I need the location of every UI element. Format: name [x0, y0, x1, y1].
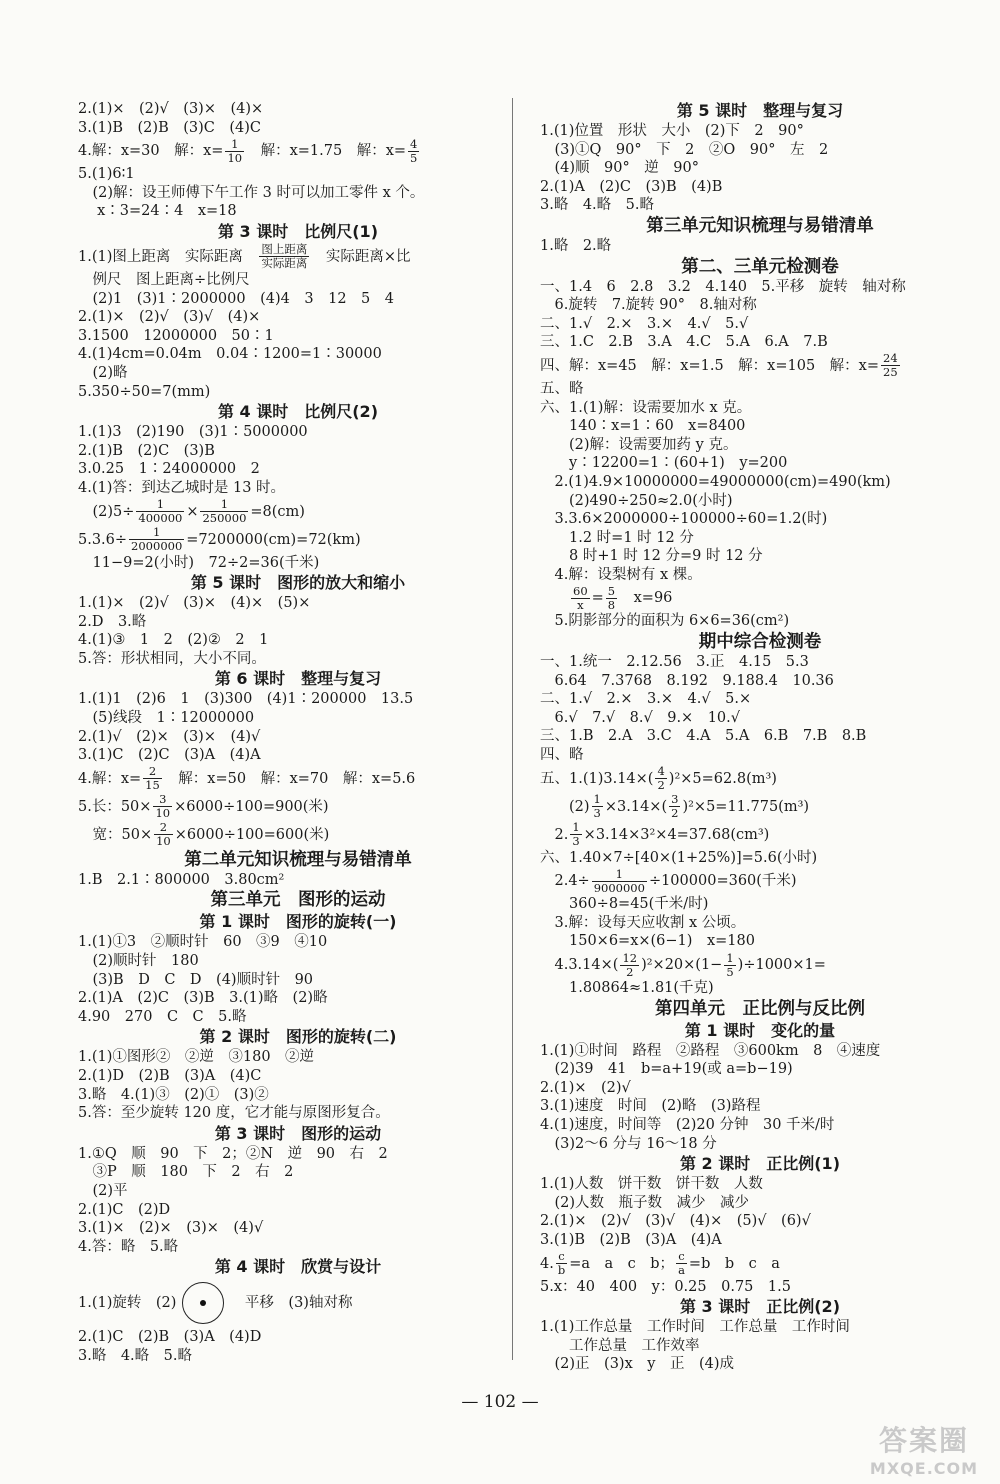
answer-line: 1.B 2.1∶800000 3.80cm² — [78, 871, 285, 888]
fraction-denominator: 10 — [227, 150, 243, 165]
left-column — [78, 100, 518, 1366]
answer-line: 1.80864≈1.81(千克) — [540, 980, 714, 996]
answer-line: 三、1.C 2.B 3.A 4.C 5.A 6.A 7.B — [540, 334, 828, 351]
text-run: 4.解：x=30 解：x= — [78, 143, 224, 160]
fraction-numerator: 2 — [154, 821, 173, 835]
fraction-numerator: 1 — [726, 950, 734, 965]
fraction-numerator: 24 — [883, 351, 898, 366]
text-run: ×6000÷100=900(米) — [174, 798, 329, 815]
answer-line: 1.(1)①时间 路程 ②路程 ③600km 8 ④速度 — [540, 1042, 881, 1059]
text-run: 2.4÷ — [540, 873, 590, 890]
page-footer: — 102 — — [461, 1392, 539, 1412]
fraction-denominator: 5 — [726, 964, 734, 979]
fraction-denominator: 10 — [156, 834, 171, 849]
answer-line: 5.350÷50=7(mm) — [78, 383, 211, 400]
answer-line: 3.0.25 1∶24000000 2 — [78, 461, 260, 478]
section-heading: 第三单元知识梳理与易错清单 — [646, 215, 874, 236]
watermark-logo — [860, 1419, 988, 1478]
answer-line: 4.(1)③ 1 2 (2)② 2 1 — [78, 632, 269, 649]
section-heading: 第 4 课时 比例尺(2) — [217, 402, 379, 422]
fraction — [881, 352, 900, 379]
fraction — [669, 793, 680, 820]
answer-line: 四、略 — [540, 747, 584, 764]
answer-line: x∶3=24∶4 x=18 — [78, 203, 237, 220]
text-run: 实际距离×比 — [311, 248, 411, 265]
section-heading: 第 2 课时 正比例(1) — [679, 1154, 841, 1174]
text-run: 4.3.14×( — [540, 957, 619, 973]
answer-line — [540, 352, 980, 380]
answer-line: 工作总量 工作效率 — [540, 1337, 700, 1354]
answer-line: (2)平 — [78, 1182, 128, 1199]
text-run: 五、1.(1)3.14×( — [540, 770, 654, 787]
fraction — [225, 138, 244, 165]
answer-line: 2.(1)C (2)D — [78, 1201, 171, 1218]
text-run: × — [186, 503, 199, 520]
fraction — [592, 793, 603, 820]
fraction-denominator: 2 — [626, 964, 634, 979]
page-number: 102 — [483, 1392, 517, 1412]
answer-line: (2)1 (3)1∶2000000 (4)4 3 12 5 4 — [78, 290, 394, 307]
section-heading: 第三单元 图形的运动 — [210, 890, 386, 911]
answer-line: 6.64 7.3768 8.192 9.188.4 10.36 — [540, 672, 834, 689]
fraction-numerator: 1 — [592, 868, 647, 882]
text-run: ×3.14×3²×4=37.68(cm³) — [583, 826, 770, 843]
answer-line: 五、略 — [540, 380, 584, 397]
fraction-denominator: 3 — [593, 806, 601, 821]
fraction-denominator: x — [577, 597, 584, 612]
text-run: ×6000÷100=600(米) — [174, 826, 330, 843]
fraction — [724, 952, 735, 979]
fraction-denominator: 2000000 — [131, 539, 183, 553]
answer-line: (5)线段 1∶12000000 — [78, 710, 255, 727]
text-run — [540, 590, 569, 606]
answer-line: 2.(1)D (2)B (3)A (4)C — [78, 1068, 262, 1084]
answer-line: 5.答：形状相同，大小不同。 — [78, 650, 266, 667]
text-run: (2)5÷ — [78, 503, 135, 520]
answer-line: 2.(1)A (2)C (3)B (4)B — [540, 178, 723, 195]
answer-line: y∶12200=1∶(60+1) y=200 — [540, 455, 788, 472]
section-heading: 第 5 课时 整理与复习 — [676, 101, 844, 120]
fraction-denominator: 25 — [883, 365, 898, 380]
answer-line: 3.解：设每天应收割 x 公顷。 — [540, 914, 746, 931]
answer-line: 六、1.40×7÷[40×(1+25%)]=5.6(小时) — [540, 849, 818, 866]
fraction-denominator: 250000 — [202, 511, 247, 525]
answer-line — [540, 765, 980, 793]
answer-line: 一、1.统一 2.12.56 3.正 4.15 5.3 — [540, 654, 809, 671]
fraction-denominator: 2 — [671, 806, 679, 821]
section-heading: 第 6 课时 整理与复习 — [214, 669, 382, 689]
fraction-numerator: 2 — [143, 765, 162, 779]
fraction — [570, 821, 581, 848]
text-run: ×3.14×( — [604, 798, 668, 815]
answer-line — [78, 498, 518, 526]
watermark-title: 答案圈 — [878, 1424, 969, 1457]
fraction — [129, 526, 184, 553]
fraction-denominator: 8 — [607, 597, 616, 612]
answer-line — [78, 526, 518, 554]
text-run: x=96 — [619, 590, 673, 607]
answer-line: 3.略 4.(1)③ (2)① (3)② — [78, 1086, 269, 1103]
answer-line: 1.(1)3 (2)190 (3)1∶5000000 — [78, 424, 308, 441]
text-run: 平移 (3)轴对称 — [230, 1295, 353, 1312]
answer-line: 11−9=2(小时) 72÷2=36(千米) — [78, 554, 320, 571]
answer-line: (2)39 41 b=a+19(或 a=b−19) — [540, 1061, 793, 1078]
answer-line: (3)①Q 90° 下 2 ②O 90° 左 2 — [540, 141, 829, 158]
text-run: (2) — [540, 798, 590, 815]
section-heading: 第 3 课时 比例尺(1) — [217, 221, 379, 241]
answer-line: 4.(1)4cm=0.04m 0.04∶1200=1∶30000 — [78, 346, 382, 363]
answer-line: 三、1.B 2.A 3.C 4.A 5.A 6.B 7.B 8.B — [540, 728, 867, 745]
fraction-numerator: 4 — [410, 136, 418, 151]
answer-line: (3)B D C D (4)顺时针 90 — [78, 971, 314, 988]
answer-line: 3.3.6×2000000÷100000÷60=1.2(时) — [540, 511, 828, 528]
answer-line: 140∶x=1∶60 x=8400 — [540, 418, 746, 435]
fraction — [676, 1250, 687, 1277]
text-run: =8(cm) — [250, 503, 305, 520]
answer-line: (4)顺 90° 逆 90° — [540, 160, 699, 177]
answer-line: 2.(1)B (2)C (3)B — [78, 442, 215, 459]
answer-line: (2)解：设需要加药 y 克。 — [540, 436, 738, 453]
fraction-denominator: 400000 — [138, 511, 183, 525]
answer-line: 3.1500 12000000 50∶1 — [78, 327, 274, 344]
column-divider — [512, 98, 513, 1360]
answer-line: 1.(1)× (2)√ (3)× (4)× (5)× — [78, 595, 311, 612]
answer-line: 3.(1)速度 时间 (2)略 (3)路程 — [540, 1098, 761, 1115]
answer-line: (2)略 — [78, 364, 128, 381]
answer-line: 4.答：略 5.略 — [78, 1238, 179, 1255]
section-heading: 第二、三单元检测卷 — [681, 256, 839, 277]
circle-diagram — [182, 1282, 224, 1324]
answer-line: (2)490÷250≈2.0(小时) — [540, 492, 733, 509]
answer-line: 2.(1)C (2)B (3)A (4)D — [78, 1329, 262, 1346]
fraction-numerator: 1 — [136, 498, 184, 512]
fraction-denominator: 2 — [657, 778, 665, 793]
answer-line: 4.(1)速度，时间等 (2)20 分钟 30 千米/时 — [540, 1116, 835, 1133]
answer-line — [540, 793, 980, 821]
answer-line: 150×6=x×(6−1) x=180 — [540, 933, 755, 950]
fraction — [592, 868, 647, 895]
answer-line: 5.x：40 400 y：0.25 0.75 1.5 — [540, 1278, 791, 1295]
answer-line: (2)解：设王师傅下午工作 3 时可以加工零件 x 个。 — [78, 184, 425, 201]
answer-line — [540, 584, 980, 612]
fraction-denominator: b — [557, 1263, 566, 1278]
fraction — [154, 821, 173, 848]
answer-line: (3)2～6 分与 16～18 分 — [540, 1135, 717, 1152]
right-column — [540, 100, 980, 1374]
text-run: 解：x=1.75 解：x= — [246, 143, 407, 160]
answer-line: 1.(1)位置 形状 大小 (2)下 2 90° — [540, 123, 804, 139]
fraction-denominator: a — [678, 1263, 685, 1278]
answer-line — [540, 821, 980, 849]
fraction-numerator: 图上距离 — [261, 242, 308, 257]
answer-line: 1.(1)①图形② ②逆 ③180 ②逆 — [78, 1049, 315, 1066]
answer-line — [78, 793, 518, 821]
fraction — [408, 138, 419, 165]
fraction-numerator: 4 — [657, 764, 665, 779]
fraction-numerator: 12 — [622, 950, 638, 965]
answer-line — [78, 243, 518, 271]
section-heading: 第 1 课时 图形的旋转(一) — [199, 912, 397, 932]
watermark-url: MXQE.COM — [869, 1459, 979, 1478]
answer-line: 3.略 4.略 5.略 — [78, 1347, 193, 1364]
text-run: 2. — [540, 826, 569, 843]
answer-line: 5.(1)6∶1 — [78, 166, 135, 183]
text-run: 四、解：x=45 解：x=1.5 解：x=105 解：x= — [540, 357, 879, 374]
fraction-denominator: 10 — [155, 806, 171, 821]
answer-line: 4.(1)答：到达乙城时是 13 时。 — [78, 479, 286, 496]
text-run: 宽：50× — [78, 826, 153, 843]
answer-line: 4.解：设梨树有 x 棵。 — [540, 566, 702, 583]
fraction — [556, 1250, 567, 1277]
answer-line: (2)人数 瓶子数 减少 减少 — [540, 1194, 750, 1211]
answer-line: 1.(1)工作总量 工作时间 工作总量 工作时间 — [540, 1319, 850, 1336]
answer-line: 1.(1)人数 饼干数 饼干数 人数 — [540, 1176, 763, 1193]
fraction-denominator: 5 — [410, 150, 418, 165]
answer-line — [78, 1278, 518, 1328]
text-run: 5.3.6÷ — [78, 531, 128, 548]
answer-line — [540, 951, 980, 979]
fraction — [571, 585, 590, 612]
fraction-numerator: 1 — [129, 526, 184, 540]
answer-line: 2.(1)× (2)√ (3)√ (4)× — [78, 309, 261, 326]
answer-line: 3.略 4.略 5.略 — [540, 197, 655, 214]
fraction-numerator: 1 — [200, 498, 248, 512]
answer-line: 2.(1)× (2)√ (3)× (4)× — [78, 101, 264, 117]
answer-line: (2)顺时针 180 — [78, 953, 199, 970]
answer-line: 1.(1)1 (2)6 1 (3)300 (4)1∶200000 13.5 — [78, 691, 414, 708]
text-run: =7200000(cm)=72(km) — [186, 531, 361, 548]
section-heading: 期中综合检测卷 — [698, 632, 822, 653]
fraction — [153, 793, 172, 820]
fraction — [606, 585, 617, 612]
text-run: 1.(1)旋转 (2) — [78, 1295, 177, 1312]
answer-line — [540, 867, 980, 895]
answer-line: 5.答：至少旋转 120 度，它才能与原图形复合。 — [78, 1105, 390, 1122]
answer-line: 1.(1)①3 ②顺时针 60 ③9 ④10 — [78, 934, 328, 951]
fraction-denominator: 15 — [145, 778, 160, 793]
section-heading: 第 1 课时 变化的量 — [684, 1020, 836, 1040]
fraction-numerator: 60 — [573, 583, 588, 598]
answer-line: 六、1.(1)解：设需要加水 x 克。 — [540, 399, 752, 416]
fraction-denominator: 实际距离 — [261, 256, 308, 271]
fraction-numerator: 3 — [671, 792, 679, 807]
section-heading: 第 4 课时 欣赏与设计 — [214, 1257, 382, 1277]
text-run: 5.长：50× — [78, 798, 152, 815]
text-run: )²×20×(1− — [641, 957, 723, 973]
answer-line — [78, 821, 518, 849]
text-run: )÷1000×1= — [737, 957, 826, 973]
fraction-numerator: 3 — [153, 793, 172, 807]
fraction-numerator: c — [676, 1250, 687, 1264]
answer-line — [78, 765, 518, 793]
text-run: =b b c a — [688, 1255, 780, 1272]
answer-line: 5.阴影部分的面积为 6×6=36(cm²) — [540, 613, 790, 630]
fraction — [259, 243, 309, 270]
answer-line: 2.(1)× (2)√ — [540, 1079, 631, 1096]
text-run: 解：x=50 解：x=70 解：x=5.6 — [163, 770, 416, 787]
answer-line: 2.(1)4.9×10000000=49000000(cm)=490(km) — [540, 473, 891, 490]
answer-line: 1.①Q 顺 90 下 2；②N 逆 90 右 2 — [78, 1145, 388, 1162]
answer-line: 360÷8=45(千米/时) — [540, 896, 709, 913]
answer-line: 8 时+1 时 12 分=9 时 12 分 — [540, 548, 763, 565]
answer-line: 一、1.4 6 2.8 3.2 4.140 5.平移 旋转 轴对称 — [540, 278, 906, 295]
fraction — [143, 765, 162, 792]
text-run: ÷100000=360(千米) — [648, 873, 797, 890]
answer-line: 2.(1)√ (2)× (3)× (4)√ — [78, 728, 261, 745]
text-run: =a a c b； — [569, 1255, 675, 1272]
text-run: 1.(1)图上距离 实际距离 — [78, 248, 258, 265]
section-heading: 第二单元知识梳理与易错清单 — [184, 849, 412, 870]
fraction — [200, 498, 248, 525]
answer-line: 4.90 270 C C 5.略 — [78, 1008, 247, 1025]
fraction — [655, 765, 666, 792]
fraction — [136, 498, 184, 525]
answer-line: (2)正 (3)x y 正 (4)成 — [540, 1356, 734, 1373]
answer-line: 3.(1)C (2)C (3)A (4)A — [78, 747, 261, 764]
section-heading: 第 5 课时 图形的放大和缩小 — [190, 573, 406, 593]
answer-line: 6.旋转 7.旋转 90° 8.轴对称 — [540, 297, 757, 314]
answer-line: 2.(1)A (2)C (3)B 3.(1)略 (2)略 — [78, 990, 328, 1007]
text-run: )²×5=62.8(m³) — [668, 770, 777, 787]
fraction-numerator: 1 — [593, 792, 601, 807]
answer-line: 3.(1)B (2)B (3)A (4)A — [540, 1231, 722, 1248]
answer-line: 6.√ 7.√ 8.√ 9.× 10.√ — [540, 709, 741, 726]
section-heading: 第 2 课时 图形的旋转(二) — [199, 1027, 397, 1047]
answer-line — [78, 137, 518, 165]
fraction-numerator: c — [556, 1250, 567, 1264]
answer-line: 1.略 2.略 — [540, 237, 612, 254]
section-heading: 第四单元 正比例与反比例 — [655, 998, 865, 1019]
fraction — [620, 952, 639, 979]
fraction-numerator: 1 — [572, 820, 580, 835]
answer-line: 2.D 3.略 — [78, 613, 147, 630]
fraction-numerator: 5 — [607, 583, 616, 598]
answer-line: 二、1.√ 2.× 3.× 4.√ 5.× — [540, 691, 752, 708]
text-run: = — [591, 590, 604, 607]
answer-line: 3.(1)B (2)B (3)C (4)C — [78, 119, 261, 136]
answer-line — [540, 1250, 980, 1278]
section-heading: 第 3 课时 正比例(2) — [679, 1297, 841, 1317]
answer-line: ③P 顺 180 下 2 右 2 — [78, 1164, 294, 1181]
answer-line: 1.2 时=1 时 12 分 — [540, 529, 694, 546]
fraction-denominator: 3 — [572, 834, 580, 849]
answer-line: 3.(1)× (2)× (3)× (4)√ — [78, 1220, 264, 1237]
answer-line: 例尺 图上距离÷比例尺 — [78, 271, 250, 288]
fraction-denominator: 9000000 — [593, 880, 645, 895]
text-run: 4. — [540, 1255, 554, 1272]
text-run: )²×5=11.775(m³) — [682, 798, 810, 815]
section-heading: 第 3 课时 图形的运动 — [214, 1123, 382, 1143]
answer-line: 二、1.√ 2.× 3.× 4.√ 5.√ — [540, 315, 749, 332]
answer-line: 2.(1)× (2)√ (3)√ (4)× (5)√ (6)√ — [540, 1213, 811, 1230]
fraction-numerator: 1 — [225, 138, 244, 152]
text-run: 4.解：x= — [78, 770, 142, 787]
